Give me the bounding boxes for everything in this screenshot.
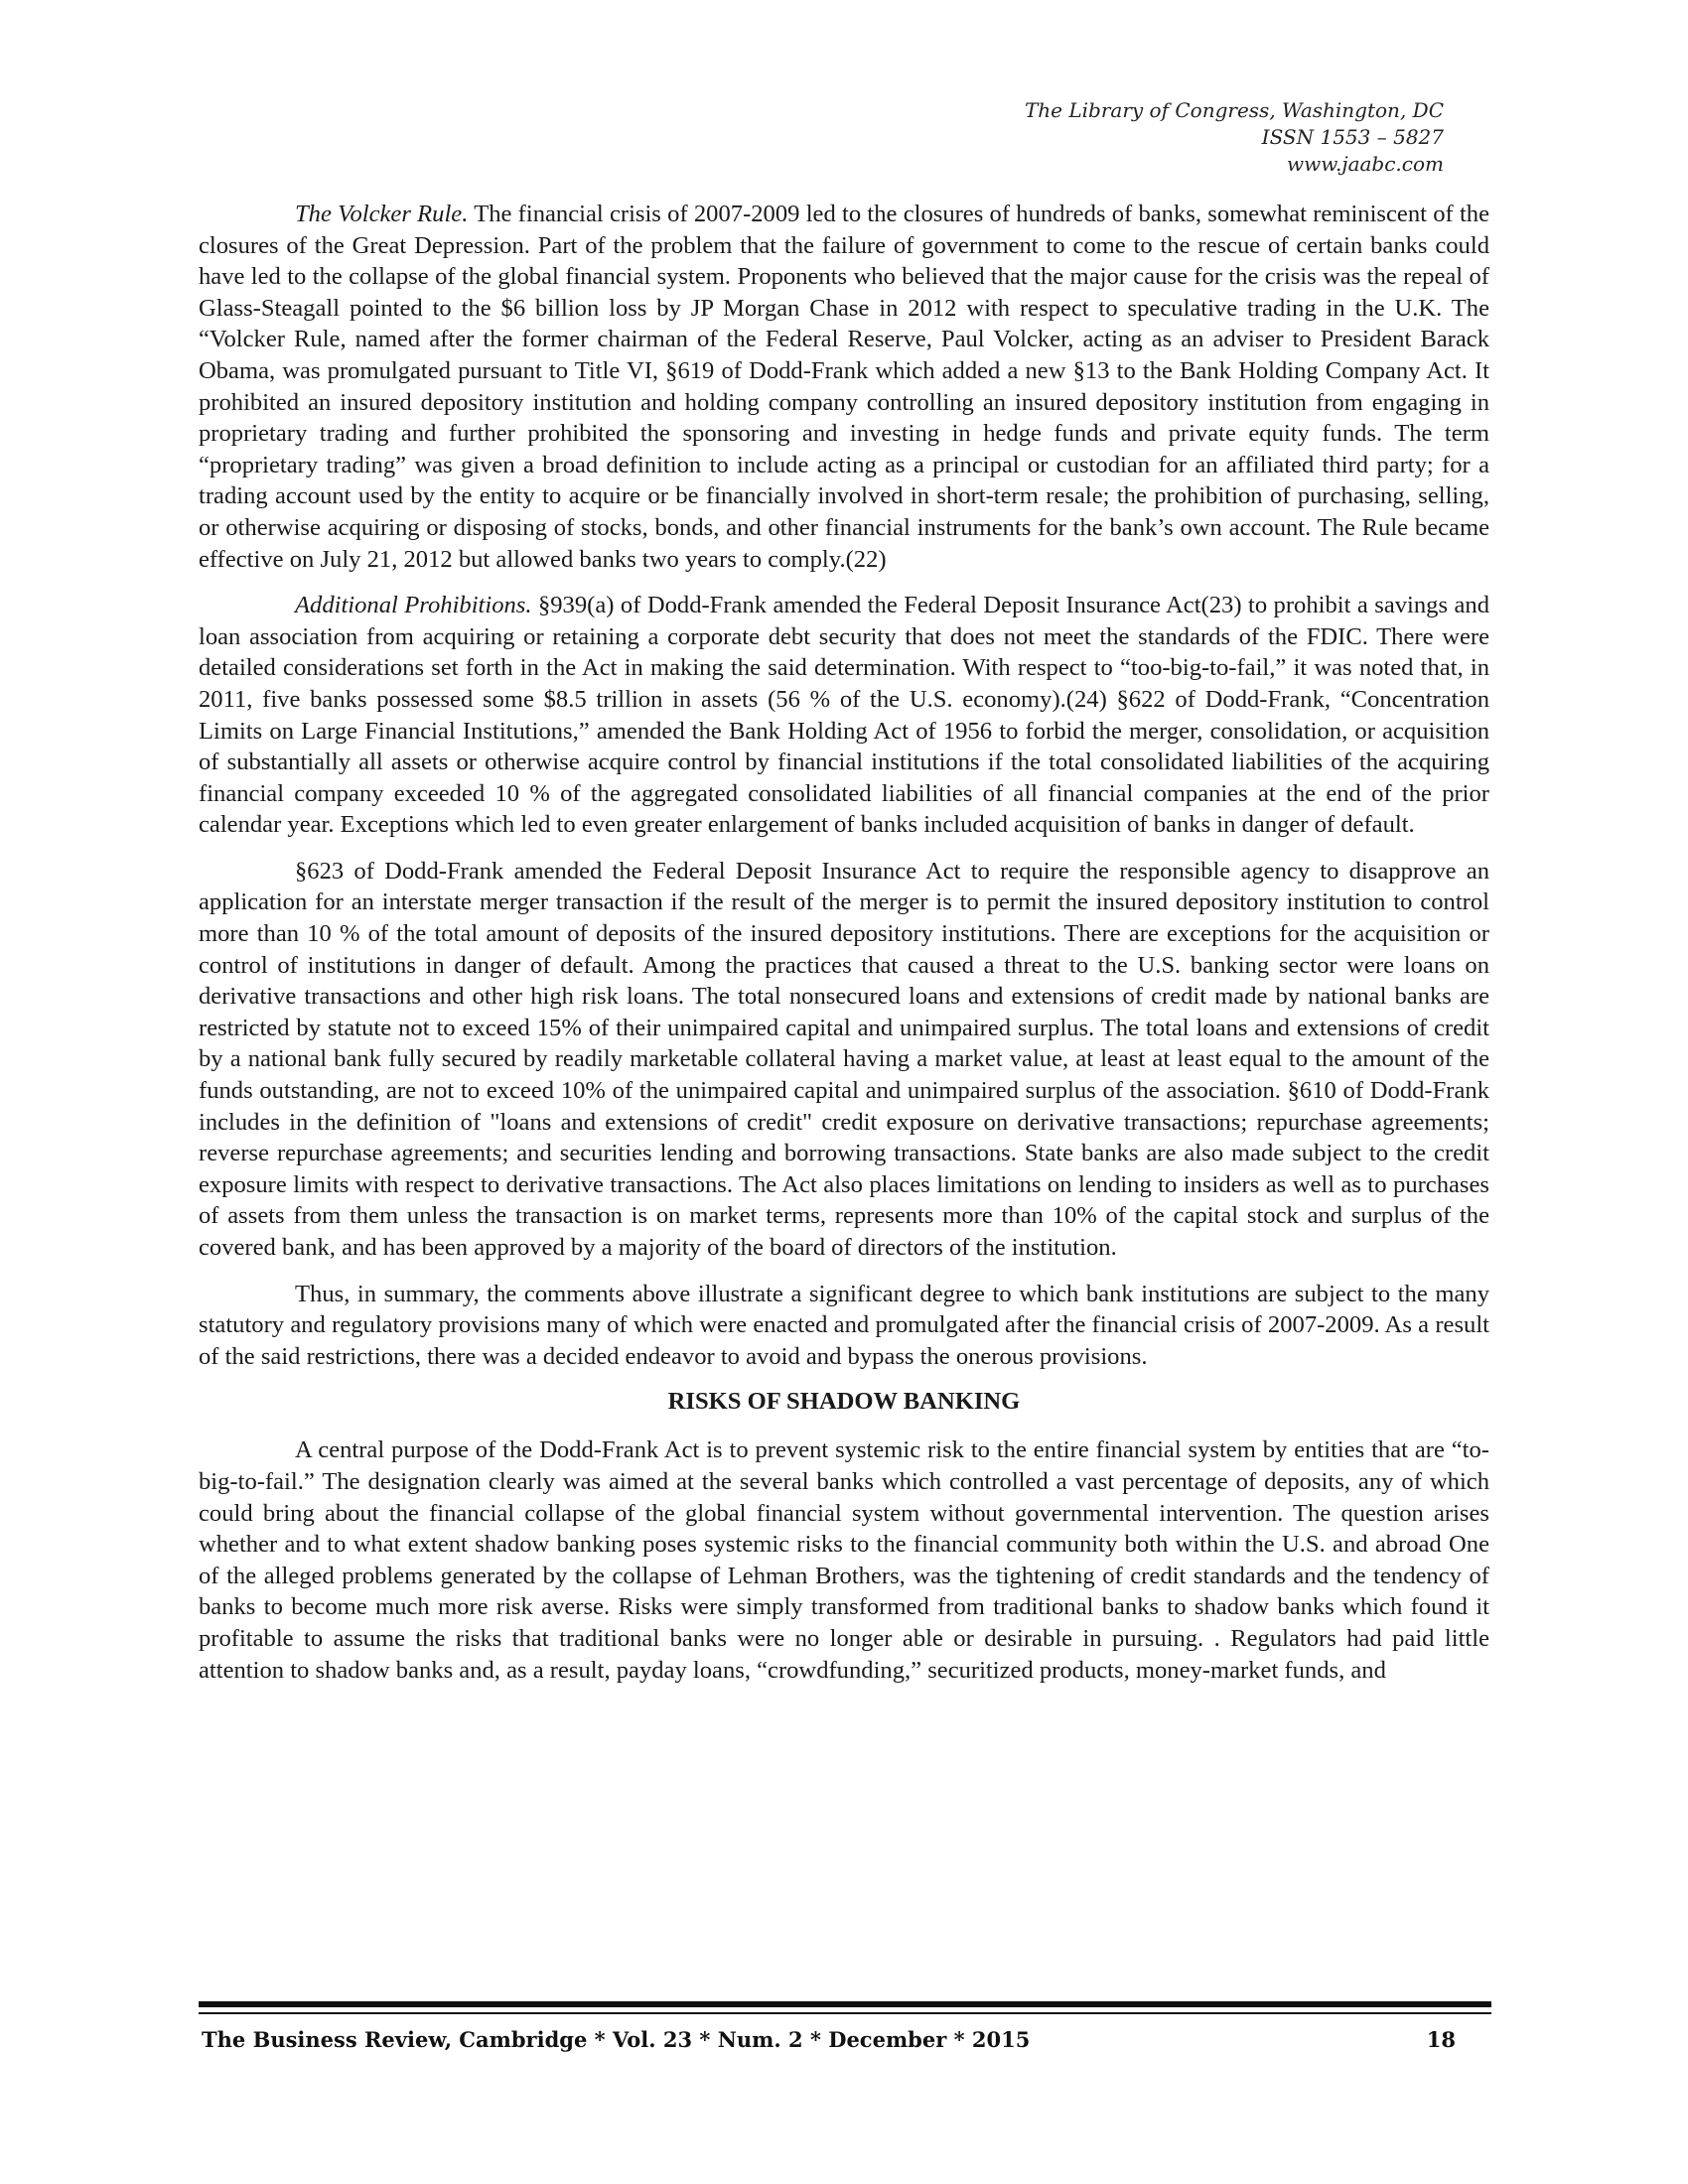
header-website-line: www.jaabc.com <box>1287 152 1444 176</box>
paragraph-additional-prohibitions <box>199 590 1489 841</box>
footer-rule-thick <box>199 2001 1491 2007</box>
paragraph-volcker-rule <box>199 199 1489 575</box>
footer-journal-citation: The Business Review, Cambridge * Vol. 23 * Num. 2 * December * 2015 <box>202 2027 1031 2052</box>
journal-header <box>1025 97 1444 178</box>
paragraph-shadow-banking: A central purpose of the Dodd-Frank Act is to prevent systemic risk to the entire financial system by entities that are “to-big-to-fail.” The designation clearly was aimed at the several banks which controlled a vast percentage of deposits, any of which could bring about the financial collapse of the global financial system without governmental intervention. The question arises whether and to what extent shadow banking poses systemic risks to the financial community both within the U.S. and abroad One of the alleged problems generated by the collapse of Lehman Brothers, was the tightening of credit standards and the tendency of banks to become much more risk averse. Risks were simply transformed from traditional banks to shadow banks which found it profitable to assume the risks that traditional banks were no longer able or desirable in pursuing. . Regulators had paid little attention to shadow banks and, as a result, payday loans, “crowdfunding,” securitized products, money-market funds, and <box>199 1436 1489 1684</box>
paragraph-lead-prohibitions: Additional Prohibitions. <box>295 592 532 619</box>
article-body <box>199 199 1489 1686</box>
paragraph-lead-volcker: The Volcker Rule. <box>295 201 469 227</box>
header-library-line: The Library of Congress, Washington, DC <box>1024 98 1444 122</box>
paragraph-summary: Thus, in summary, the comments above illustrate a significant degree to which bank institutions are subject to the many statutory and regulatory provisions many of which were enacted and promulgated after the financial crisis of 2007-2009. As a result of the said restrictions, there was a decided endeavor to avoid and bypass the onerous provisions. <box>199 1280 1489 1370</box>
footer-rule-thin <box>199 2012 1491 2014</box>
paragraph-text-prohibitions: §939(a) of Dodd-Frank amended the Federal Deposit Insurance Act(23) to prohibit a savings and loan association from acquiring or retaining a corporate debt security that does not meet the standards of the FDIC. There were detailed considerations set forth in the Act in making the said determination. With respect to “too-big-to-fail,” it was noted that, in 2011, five banks possessed some $8.5 trillion in assets (56 % of the U.S. economy).(24) §622 of Dodd-Frank, “Concentration Limits on Large Financial Institutions,” amended the Bank Holding Act of 1956 to forbid the merger, consolidation, or acquisition of substantially all assets or otherwise acquire control by financial institutions if the total consolidated liabilities of the acquiring financial company exceeded 10 % of the aggregated consolidated liabilities of all financial companies at the end of the prior calendar year. Exceptions which led to even greater enlargement of banks included acquisition of banks in danger of default. <box>199 592 1489 839</box>
page-number: 18 <box>1426 2027 1456 2052</box>
paragraph-section-623: §623 of Dodd-Frank amended the Federal Deposit Insurance Act to require the responsible agency to disapprove an application for an interstate merger transaction if the result of the merger is to permit the insured depository institution to control more than 10 % of the total amount of deposits of the insured depository institutions. There are exceptions for the acquisition or control of institutions in danger of default. Among the practices that caused a threat to the U.S. banking sector were loans on derivative transactions and other high risk loans. The total nonsecured loans and extensions of credit made by national banks are restricted by statute not to exceed 15% of their unimpaired capital and unimpaired surplus. The total loans and extensions of credit by a national bank fully secured by readily marketable collateral having a market value, at least at least equal to the amount of the funds outstanding, are not to exceed 10% of the unimpaired capital and unimpaired surplus of the association. §610 of Dodd-Frank includes in the definition of "loans and extensions of credit" credit exposure on derivative transactions; repurchase agreements; reverse repurchase agreements; and securities lending and borrowing transactions. State banks are also made subject to the credit exposure limits with respect to derivative transactions. The Act also places limitations on lending to insiders as well as to purchases of assets from them unless the transaction is on market terms, represents more than 10% of the capital stock and surplus of the covered bank, and has been approved by a majority of the board of directors of the institution. <box>199 857 1489 1261</box>
section-heading: RISKS OF SHADOW BANKING <box>667 1388 1021 1416</box>
header-issn-line: ISSN 1553 – 5827 <box>1261 125 1444 149</box>
paragraph-text-volcker: The financial crisis of 2007-2009 led to the closures of hundreds of banks, somewhat reminiscent of the closures of the Great Depression. Part of the problem that the failure of government to come to the rescue of certain banks could have led to the collapse of the global financial system. Proponents who believed that the major cause for the crisis was the repeal of Glass-Steagall pointed to the $6 billion loss by JP Morgan Chase in 2012 with respect to speculative trading in the U.K. The “Volcker Rule, named after the former chairman of the Federal Reserve, Paul Volcker, acting as an adviser to President Barack Obama, was promulgated pursuant to Title VI, §619 of Dodd-Frank which added a new §13 to the Bank Holding Company Act. It prohibited an insured depository institution and holding company controlling an insured depository institution from engaging in proprietary trading and further prohibited the sponsoring and investing in hedge funds and private equity funds. The term “proprietary trading” was given a broad definition to include acting as a principal or custodian for an affiliated third party; for a trading account used by the entity to acquire or be financially involved in short-term resale; the prohibition of purchasing, selling, or otherwise acquiring or disposing of stocks, bonds, and other financial instruments for the bank’s own account. The Rule became effective on July 21, 2012 but allowed banks two years to comply.(22) <box>199 201 1489 573</box>
